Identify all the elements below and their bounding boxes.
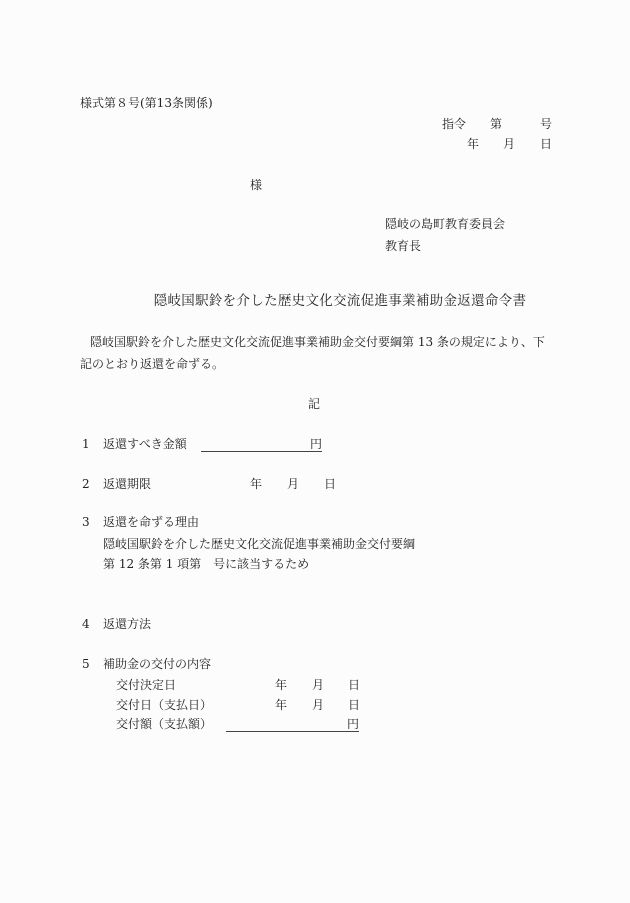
deadline-month: 月 xyxy=(287,477,300,491)
form-number: 様式第８号(第13条関係) xyxy=(80,96,213,110)
grant-decision-year: 年 xyxy=(275,678,288,692)
item-number: 1 xyxy=(82,437,90,451)
reference-label: 指令 xyxy=(442,117,467,131)
reason-line-1: 隠岐国駅鈴を介した歴史文化交流促進事業補助金交付要綱 xyxy=(103,537,416,551)
payment-amount-underline xyxy=(226,731,359,732)
deadline-year: 年 xyxy=(250,477,263,491)
item-label: 補助金の交付の内容 xyxy=(103,657,212,671)
issuer-title: 教育長 xyxy=(385,239,422,253)
body-line-2: 記のとおり返還を命ずる。 xyxy=(80,357,225,371)
date-year: 年 xyxy=(467,137,480,151)
item-number: 5 xyxy=(82,657,90,671)
item-number: 3 xyxy=(82,515,90,529)
item-label: 返還を命ずる理由 xyxy=(103,515,200,529)
item-number: 4 xyxy=(82,617,90,631)
grant-decision-date-label: 交付決定日 xyxy=(116,678,177,692)
deadline-day: 日 xyxy=(324,477,337,491)
item-number: 2 xyxy=(82,477,90,491)
body-line-1: 隠岐国駅鈴を介した歴史文化交流促進事業補助金交付要綱第 13 条の規定により、下 xyxy=(90,335,545,349)
document-title: 隠岐国駅鈴を介した歴史文化交流促進事業補助金返還命令書 xyxy=(153,293,527,309)
amount-underline xyxy=(201,451,322,452)
grant-decision-month: 月 xyxy=(312,678,325,692)
item-label: 返還すべき金額 xyxy=(103,437,187,451)
date-month: 月 xyxy=(503,137,516,151)
amount-unit: 円 xyxy=(310,437,323,451)
date-day: 日 xyxy=(540,137,553,151)
payment-month: 月 xyxy=(312,698,325,712)
payment-date-label: 交付日（支払日） xyxy=(116,698,213,712)
item-label: 返還期限 xyxy=(103,477,152,491)
payment-year: 年 xyxy=(275,698,288,712)
issuer-organization: 隠岐の島町教育委員会 xyxy=(385,217,506,231)
payment-amount-unit: 円 xyxy=(347,717,360,731)
payment-day: 日 xyxy=(348,698,361,712)
reason-line-2: 第 12 条第 1 項第 号に該当するため xyxy=(103,557,310,571)
item-label: 返還方法 xyxy=(103,617,152,631)
recipient-suffix: 様 xyxy=(250,178,263,192)
payment-amount-label: 交付額（支払額） xyxy=(116,717,213,731)
reference-dai: 第 xyxy=(490,117,503,131)
reference-go: 号 xyxy=(540,117,553,131)
ki-heading: 記 xyxy=(308,397,321,411)
grant-decision-day: 日 xyxy=(348,678,361,692)
